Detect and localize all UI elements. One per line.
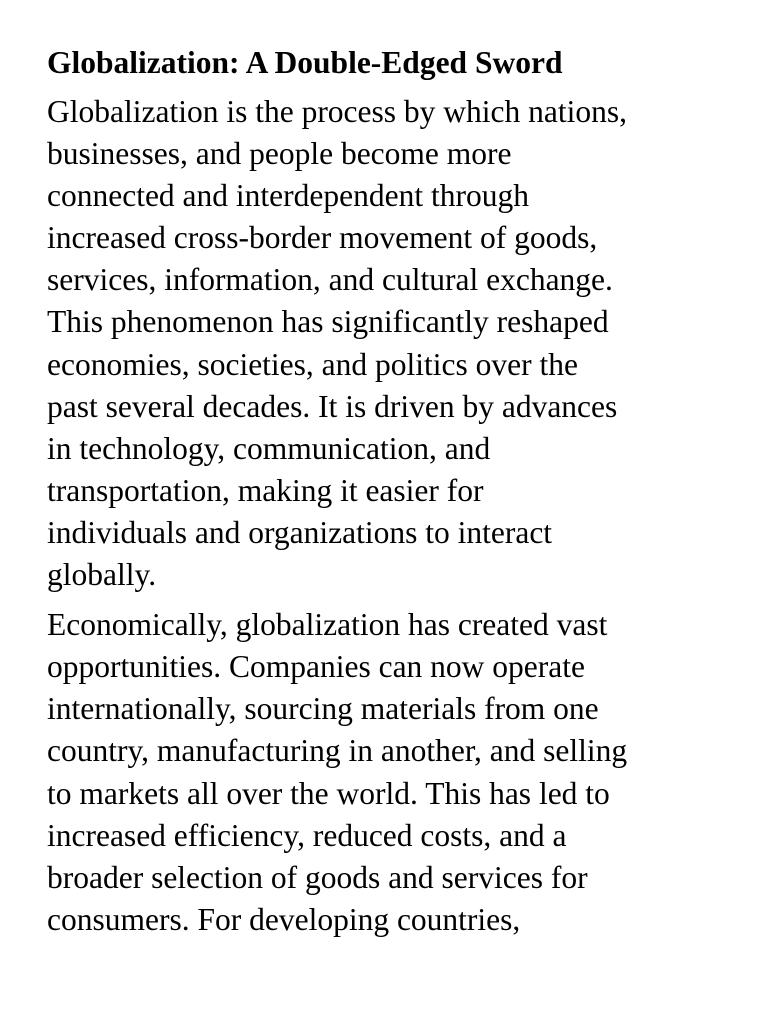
text-line: internationally, sourcing materials from one [47,691,599,727]
text-line: Economically, globalization has created vast [47,607,608,643]
text-line: connected and interdependent through [47,178,529,214]
paragraph-introduction [47,91,727,596]
document-title: Globalization: A Double-Edged Sword [47,45,563,80]
text-line: individuals and organizations to interact [47,514,553,550]
text-line: consumers. For developing countries, [47,901,521,937]
text-line: opportunities. Companies can now operate [47,649,585,685]
text-line: businesses, and people become more [47,136,512,172]
text-line: to markets all over the world. This has led to [47,775,610,811]
text-line: in technology, communication, and [47,430,491,466]
text-line: This phenomenon has significantly reshaped [47,304,609,340]
text-line: broader selection of goods and services for [47,859,588,895]
text-line: globally. [47,557,157,593]
text-line: increased efficiency, reduced costs, and a [47,817,567,853]
document-page [47,42,727,949]
text-line: country, manufacturing in another, and selling [47,733,628,769]
text-line: transportation, making it easier for [47,472,484,508]
text-line: services, information, and cultural exchange. [47,262,613,298]
paragraph-economic [47,604,727,941]
text-line: economies, societies, and politics over the [47,346,578,382]
text-line: past several decades. It is driven by advances [47,388,618,424]
text-line: Globalization is the process by which nations, [47,94,628,129]
text-line: increased cross-border movement of goods, [47,220,598,256]
